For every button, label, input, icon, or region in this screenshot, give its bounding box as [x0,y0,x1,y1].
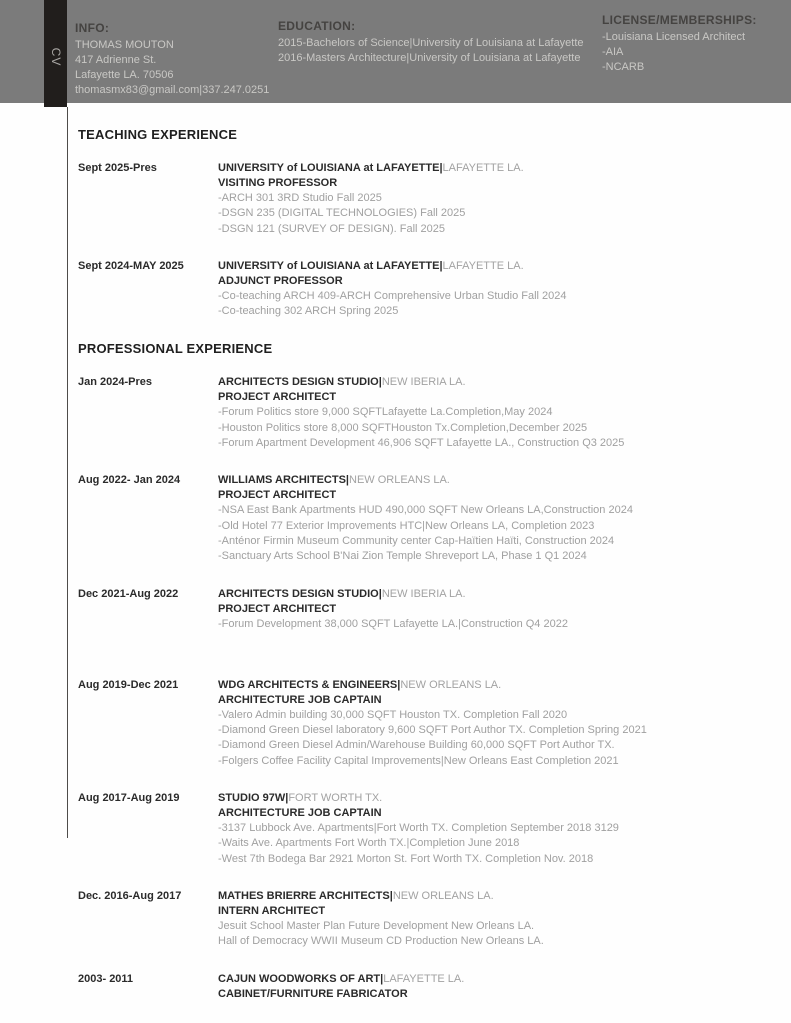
entry-titleline [218,259,778,274]
info-line: 417 Adrienne St. [75,54,157,66]
experience-entry [78,473,778,564]
entry-location: NEW IBERIA LA. [381,376,466,389]
entry-date: Sept 2025-Pres [78,162,157,174]
entry-role: PROJECT ARCHITECT [218,489,337,502]
entry-details [218,405,778,451]
entry-titleline [218,972,778,987]
section-entries [78,375,778,1001]
entry-organization: CAJUN WOODWORKS OF ART| [218,972,384,985]
entry-location: NEW IBERIA LA. [381,587,466,600]
cv-tab [44,0,67,107]
experience-entry [78,678,778,769]
experience-entry [78,587,778,632]
entry-main [218,972,778,1002]
education-line: 2015-Bachelors of Science|University of Louisiana at Lafayette [278,37,584,49]
header-license-block [602,13,757,75]
entry-main [218,473,778,564]
entry-role: ARCHITECTURE JOB CAPTAIN [218,807,382,820]
entry-detail-line: -Old Hotel 77 Exterior Improvements HTC|New Orleans LA, Completion 2023 [218,519,595,532]
education-heading: EDUCATION: [278,19,356,33]
experience-section [78,341,778,1001]
entry-date: Dec. 2016-Aug 2017 [78,889,182,902]
entry-date: Jan 2024-Pres [78,376,152,389]
entry-date: Dec 2021-Aug 2022 [78,587,179,600]
entry-detail-line: -Sanctuary Arts School B'Nai Zion Temple Shreveport LA, Phase 1 Q1 2024 [218,550,587,563]
license-line: -NCARB [602,61,645,73]
entry-detail-line: -ARCH 301 3RD Studio Fall 2025 [218,192,382,204]
entry-location: NEW ORLEANS LA. [400,678,502,691]
header-info-block [75,21,269,98]
experience-entry [78,972,778,1002]
entry-titleline [218,587,778,602]
entry-detail-line: -West 7th Bodega Bar 2921 Morton St. Fort Worth TX. Completion Nov. 2018 [218,852,594,865]
entry-organization: STUDIO 97W| [218,792,289,805]
entry-date: Aug 2019-Dec 2021 [78,678,179,691]
entry-role: PROJECT ARCHITECT [218,391,337,404]
entry-titleline [218,375,778,390]
entry-main [218,375,778,451]
entry-detail-line: -NSA East Bank Apartments HUD 490,000 SQFT New Orleans LA,Construction 2024 [218,504,633,517]
info-lines [75,38,269,98]
entry-role: INTERN ARCHITECT [218,904,326,917]
entry-main [218,889,778,950]
entry-main [218,678,778,769]
experience-entry [78,791,778,867]
entry-detail-line: -Forum Apartment Development 46,906 SQFT Lafayette LA., Construction Q3 2025 [218,437,625,450]
license-line: -Louisiana Licensed Architect [602,31,746,43]
entry-detail-line: -Forum Politics store 9,000 SQFTLafayette La.Completion,May 2024 [218,406,553,419]
entry-location: NEW ORLEANS LA. [349,474,450,487]
experience-entry [78,161,778,237]
entry-detail-line: -Folgers Coffee Facility Capital Improvements|New Orleans East Completion 2021 [218,754,619,767]
entry-main [218,259,778,320]
entry-details [218,708,778,769]
entry-organization: MATHES BRIERRE ARCHITECTS| [218,889,393,902]
resume-body [78,127,778,1023]
license-lines [602,30,757,75]
entry-detail-line: -Co-teaching 302 ARCH Spring 2025 [218,305,399,318]
entry-location: NEW ORLEANS LA. [392,889,494,902]
entry-role: PROJECT ARCHITECT [218,602,337,615]
cv-tab-label: CV [48,47,63,67]
entry-titleline [218,161,778,176]
entry-detail-line: Jesuit School Master Plan Future Development New Orleans LA. [218,919,535,932]
entry-detail-line: -Waits Ave. Apartments Fort Worth TX.|Completion June 2018 [218,837,520,850]
entry-organization: ARCHITECTS DESIGN STUDIO| [218,587,382,600]
entry-location: FORT WORTH TX. [288,792,383,805]
entry-organization: WILLIAMS ARCHITECTS| [218,474,349,487]
entry-details [218,503,778,564]
entry-detail-line: -Co-teaching ARCH 409-ARCH Comprehensive Urban Studio Fall 2024 [218,289,567,302]
section-heading: PROFESSIONAL EXPERIENCE [78,341,273,357]
entry-titleline [218,473,778,488]
experience-entry [78,889,778,950]
entry-organization: UNIVERSITY of LOUISIANA at LAFAYETTE| [218,162,443,174]
entry-detail-line: -DSGN 121 (SURVEY OF DESIGN). Fall 2025 [218,222,445,235]
experience-section [78,127,778,319]
entry-detail-line: Hall of Democracy WWII Museum CD Production New Orleans LA. [218,935,544,948]
info-heading: INFO: [75,21,110,35]
education-lines [278,36,584,66]
info-line: Lafayette LA. 70506 [75,69,174,81]
section-heading: TEACHING EXPERIENCE [78,127,238,142]
entry-details [218,617,778,632]
left-rule-divider [67,107,68,838]
entry-role: ARCHITECTURE JOB CAPTAIN [218,693,382,706]
entry-role: VISITING PROFESSOR [218,177,338,189]
section-entries [78,161,778,319]
license-line: -AIA [602,46,624,58]
experience-entry [78,375,778,451]
entry-date: 2003- 2011 [78,972,134,985]
entry-location: LAFAYETTE LA. [442,259,524,272]
education-line: 2016-Masters Architecture|University of Louisiana at Lafayette [278,52,581,64]
entry-detail-line: -Anténor Firmin Museum Community center Cap-Haïtien Haïti, Construction 2024 [218,534,615,547]
entry-titleline [218,889,778,904]
entry-details [218,191,778,237]
entry-location: LAFAYETTE LA. [383,972,465,985]
entry-details [218,821,778,867]
entry-detail-line: -DSGN 235 (DIGITAL TECHNOLOGIES) Fall 2025 [218,207,466,220]
license-heading: LICENSE/MEMBERSHIPS: [602,13,757,27]
entry-titleline [218,791,778,806]
entry-main [218,791,778,867]
entry-date: Aug 2017-Aug 2019 [78,792,180,805]
header-education-block [278,19,584,66]
entry-titleline [218,678,778,693]
entry-organization: WDG ARCHITECTS & ENGINEERS| [218,678,401,691]
entry-detail-line: -Houston Politics store 8,000 SQFTHouston Tx.Completion,December 2025 [218,421,588,434]
entry-organization: ARCHITECTS DESIGN STUDIO| [218,376,382,389]
entry-main [218,161,778,237]
info-line: THOMAS MOUTON [75,39,174,51]
experience-entry [78,259,778,320]
entry-detail-line: -Forum Development 38,000 SQFT Lafayette LA.|Construction Q4 2022 [218,617,568,630]
entry-location: LAFAYETTE LA. [442,162,524,174]
header-band [0,0,791,103]
entry-details [218,919,778,950]
entry-detail-line: -Valero Admin building 30,000 SQFT Houston TX. Completion Fall 2020 [218,708,568,721]
entry-role: ADJUNCT PROFESSOR [218,274,343,287]
entry-detail-line: -Diamond Green Diesel Admin/Warehouse Building 60,000 SQFT Port Author TX. [218,739,615,752]
entry-role: CABINET/FURNITURE FABRICATOR [218,987,408,1000]
entry-detail-line: -Diamond Green Diesel laboratory 9,600 SQFT Port Author TX. Completion Spring 2021 [218,724,647,737]
entry-detail-line: -3137 Lubbock Ave. Apartments|Fort Worth TX. Completion September 2018 3129 [218,822,619,835]
entry-date: Aug 2022- Jan 2024 [78,474,181,487]
entry-main [218,587,778,632]
info-line: thomasmx83@gmail.com|337.247.0251 [75,84,270,96]
entry-date: Sept 2024-MAY 2025 [78,259,184,272]
entry-details [218,289,778,320]
entry-organization: UNIVERSITY of LOUISIANA at LAFAYETTE| [218,259,443,272]
